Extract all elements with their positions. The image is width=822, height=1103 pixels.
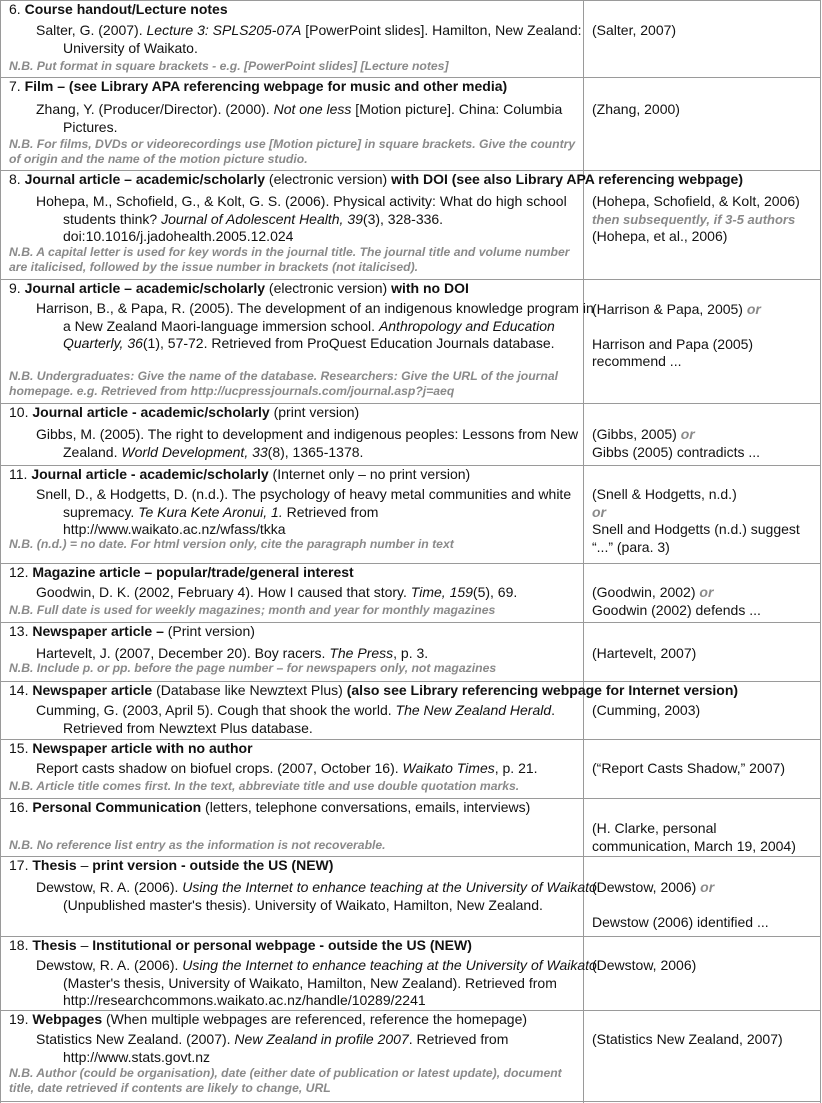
sections.4.head-run: Journal article - academic/scholarly — [32, 404, 270, 420]
sections.12.ref-run: Dewstow, R. A. (2006). — [36, 957, 183, 973]
sections.13.ref-run: New Zealand in profile 2007 — [234, 1031, 409, 1047]
reference-entry — [36, 426, 598, 461]
sections.13.head-run: Webpages — [32, 1011, 103, 1027]
sections.12.cite-run: (Dewstow, 2006) — [592, 957, 697, 973]
in-text-citation — [592, 957, 814, 975]
sections.0.ref-run: Lecture 3: SPLS205-07A — [146, 22, 302, 38]
section-heading — [9, 171, 743, 188]
sections.0.head-run: Course handout/Lecture notes — [24, 1, 228, 17]
sections.5.ref-run: Retrieved from http://www.waikato.ac.nz/wfass/tkka — [63, 503, 379, 537]
section-heading — [9, 623, 255, 640]
in-text-citation — [592, 193, 814, 246]
nb-note: N.B. (n.d.) = no date. For html version only, cite the paragraph number in text — [9, 537, 454, 551]
sections.3.head-run: Journal article – academic/scholarly — [24, 280, 266, 296]
section-number: 17. — [9, 857, 29, 873]
sections.7.head-run: (Print version) — [163, 623, 255, 639]
section-heading — [9, 280, 469, 297]
sections.11.ref-run: Dewstow, R. A. (2006). — [36, 879, 183, 895]
sections.10.head-run: Personal Communication — [32, 799, 202, 815]
section-number: 14. — [9, 682, 29, 698]
in-text-citation — [592, 486, 814, 556]
sections.9.ref-run: , p. 21. — [494, 760, 538, 776]
sections.8.cite-run: (Cumming, 2003) — [592, 702, 701, 718]
sections.2.head-run: with DOI (see also Library APA referencing webpage) — [391, 171, 743, 187]
in-text-citation — [592, 1031, 814, 1049]
section-number: 19. — [9, 1011, 29, 1027]
sections.5.ref-run: Snell, D., & Hodgetts, D. (n.d.). The psychology of heavy metal communities and white supremacy. — [36, 486, 572, 520]
sections.13.ref-run: Statistics New Zealand. (2007). — [36, 1031, 235, 1047]
sections.2.head-run: (electronic version) — [265, 171, 392, 187]
sections.12.head-run: – — [76, 937, 93, 953]
reference-entry — [36, 760, 598, 778]
sections.5.cite-run: (Snell & Hodgetts, n.d.) — [592, 486, 737, 502]
sections.11.cite-run: (Dewstow, 2006) — [592, 879, 701, 895]
reference-entry — [36, 22, 598, 57]
sections.7.ref-run: , p. 3. — [393, 645, 429, 661]
section-number: 15. — [9, 740, 29, 756]
sections.9.ref-run: Report casts shadow on biofuel crops. (2007, October 16). — [36, 760, 403, 776]
sections.8.ref-run: The New Zealand Herald — [395, 702, 552, 718]
sections.12.ref-run: Using the Internet to enhance teaching at the University of Waikato — [182, 957, 597, 973]
nb-note: N.B. No reference list entry as the information is not recoverable. — [9, 838, 386, 852]
sections.8.ref-run: Cumming, G. (2003, April 5). Cough that shook the world. — [36, 702, 396, 718]
sections.4.cite-run: (Gibbs, 2005) — [592, 426, 681, 442]
section-heading — [9, 78, 507, 95]
section-heading — [9, 937, 472, 954]
sections.11.cite-run: or — [700, 879, 715, 895]
sections.11.cite-run: Dewstow (2006) identified ... — [592, 913, 769, 930]
section-number: 6. — [9, 1, 21, 17]
sections.8.head-run: (Database like Newztext Plus) — [152, 682, 347, 698]
sections.5.head-run: (Internet only – no print version) — [268, 466, 471, 482]
sections.13.ref-run: . Retrieved from http://www.stats.govt.nz — [63, 1031, 509, 1065]
reference-entry — [36, 1031, 598, 1066]
sections.10.cite-run: (H. Clarke, personal communication, March 19, 2004) — [592, 820, 796, 854]
sections.3.cite-run: Harrison and Papa (2005) recommend ... — [592, 335, 754, 369]
sections.3.ref-run: (1), 57-72. Retrieved from ProQuest Education Journals database. — [142, 335, 555, 351]
reference-entry — [36, 645, 598, 663]
sections.3.ref-run: Anthropology and Education Quarterly, 36 — [63, 317, 555, 351]
sections.11.ref-run: (Unpublished master's thesis). University of Waikato, Hamilton, New Zealand. — [63, 896, 543, 913]
sections.13.cite-run: (Statistics New Zealand, 2007) — [592, 1031, 783, 1047]
sections.2.ref-run: (3), 328-336. doi:10.1016/j.jadohealth.2005.12.024 — [63, 210, 444, 244]
sections.11.head-run: Thesis — [32, 857, 77, 873]
section-number: 12. — [9, 564, 29, 580]
sections.3.cite-run: or — [746, 301, 761, 317]
in-text-citation — [592, 426, 814, 461]
section-number: 7. — [9, 78, 21, 94]
sections.7.ref-run: Hartevelt, J. (2007, December 20). Boy racers. — [36, 645, 330, 661]
section-number: 11. — [9, 466, 28, 482]
reference-entry — [36, 486, 598, 539]
nb-note: N.B. Put format in square brackets - e.g. [PowerPoint slides] [Lecture notes] — [9, 59, 449, 73]
nb-note: N.B. Author (could be organisation), date (either date of publication or latest update), document title, date retrieved if contents are likely to change, URL — [9, 1066, 562, 1095]
in-text-citation — [592, 760, 814, 778]
nb-note: N.B. For films, DVDs or videorecordings use [Motion picture] in square brackets. Give the country of origin and the name of the motion picture studio. — [9, 137, 576, 166]
section-number: 18. — [9, 937, 29, 953]
section-heading — [9, 404, 359, 421]
sections.1.ref-run: [Motion picture]. China: Columbia Pictures. — [63, 101, 563, 135]
sections.10.head-run: (letters, telephone conversations, emails, interviews) — [201, 799, 531, 815]
sections.9.cite-run: (“Report Casts Shadow,” 2007) — [592, 760, 785, 776]
section-heading — [9, 466, 470, 483]
sections.4.cite-run: or — [680, 426, 695, 442]
sections.11.ref-run: Using the Internet to enhance teaching at the University of Waikato — [182, 879, 597, 895]
sections.6.cite-run: or — [699, 584, 714, 600]
sections.4.head-run: (print version) — [269, 404, 360, 420]
sections.12.head-run: Thesis — [32, 937, 77, 953]
in-text-citation — [592, 702, 814, 720]
section-number: 9. — [9, 280, 21, 296]
section-heading — [9, 1, 228, 18]
sections.2.head-run: Journal article – academic/scholarly — [24, 171, 266, 187]
in-text-citation — [592, 584, 814, 619]
sections.0.ref-run: Salter, G. (2007). — [36, 22, 147, 38]
reference-entry — [36, 101, 598, 136]
sections.0.cite-run: (Salter, 2007) — [592, 22, 677, 38]
sections.4.ref-run: World Development, 33 — [121, 443, 268, 460]
sections.9.ref-run: Waikato Times — [402, 760, 495, 776]
in-text-citation — [592, 22, 814, 40]
nb-note: N.B. Full date is used for weekly magazines; month and year for monthly magazines — [9, 603, 496, 617]
sections.6.ref-run: Goodwin, D. K. (2002, February 4). How I caused that story. — [36, 584, 411, 600]
sections.5.head-run: Journal article - academic/scholarly — [31, 466, 269, 482]
in-text-citation — [592, 101, 814, 119]
sections.6.ref-run: Time, 159 — [410, 584, 473, 600]
sections.1.head-run: Film – (see Library APA referencing webpage for music and other media) — [24, 78, 508, 94]
sections.5.ref-run: Te Kura Kete Aronui, 1. — [138, 503, 283, 520]
sections.3.head-run: with no DOI — [391, 280, 469, 296]
section-heading — [9, 857, 333, 874]
sections.6.head-run: Magazine article – popular/trade/general interest — [32, 564, 354, 580]
sections.8.head-run: (also see Library referencing webpage for Internet version) — [346, 682, 739, 698]
sections.2.ref-run: Journal of Adolescent Health, 39 — [161, 210, 363, 227]
section-heading — [9, 682, 738, 699]
nb-note: N.B. Article title comes first. In the text, abbreviate title and use double quotation marks. — [9, 779, 520, 793]
sections.11.head-run: print version - outside the US (NEW) — [92, 857, 334, 873]
sections.3.head-run: (electronic version) — [265, 280, 392, 296]
sections.13.head-run: (When multiple webpages are referenced, reference the homepage) — [102, 1011, 528, 1027]
reference-entry — [36, 702, 598, 737]
sections.6.cite-run: Goodwin (2002) defends ... — [592, 601, 761, 618]
sections.2.cite-run: then subsequently, if 3-5 authors — [592, 211, 796, 227]
sections.12.head-run: Institutional or personal webpage - outside the US (NEW) — [92, 937, 472, 953]
section-heading — [9, 740, 253, 757]
reference-entry — [36, 957, 598, 1010]
reference-entry — [36, 879, 598, 914]
section-number: 8. — [9, 171, 21, 187]
sections.7.cite-run: (Hartevelt, 2007) — [592, 645, 697, 661]
sections.6.cite-run: (Goodwin, 2002) — [592, 584, 700, 600]
sections.5.cite-run: or — [592, 503, 606, 520]
reference-entry — [36, 300, 598, 353]
sections.7.ref-run: The Press — [329, 645, 394, 661]
sections.12.ref-run: (Master's thesis, University of Waikato, Hamilton, New Zealand). Retrieved from http://researchcommons.waikato.ac.nz/handle/10289/2241 — [63, 974, 557, 1008]
sections.3.ref-run: Harrison, B., & Papa, R. (2005). The development of an indigenous knowledge program in a New Zealand Maori-language immersion school. — [36, 300, 594, 334]
sections.2.cite-run: (Hohepa, Schofield, & Kolt, 2006) — [592, 193, 800, 209]
sections.4.ref-run: Gibbs, M. (2005). The right to development and indigenous peoples: Lessons from New Zealand. — [36, 426, 579, 460]
sections.1.cite-run: (Zhang, 2000) — [592, 101, 680, 117]
section-heading — [9, 564, 354, 581]
nb-note: N.B. Include p. or pp. before the page number – for newspapers only, not magazines — [9, 661, 497, 675]
sections.2.cite-run: (Hohepa, et al., 2006) — [592, 228, 728, 244]
sections.8.head-run: Newspaper article — [32, 682, 153, 698]
section-heading — [9, 799, 530, 816]
in-text-citation — [592, 645, 814, 663]
reference-entry — [36, 584, 598, 602]
sections.5.cite-run: Snell and Hodgetts (n.d.) suggest “...” (para. 3) — [592, 521, 800, 555]
sections.3.cite-run: (Harrison & Papa, 2005) — [592, 301, 747, 317]
sections.7.head-run: Newspaper article – — [32, 623, 164, 639]
sections.11.head-run: – — [76, 857, 93, 873]
sections.1.ref-run: Not one less — [273, 101, 352, 117]
section-number: 10. — [9, 404, 29, 420]
sections.1.ref-run: Zhang, Y. (Producer/Director). (2000). — [36, 101, 274, 117]
sections.4.ref-run: (8), 1365-1378. — [267, 443, 364, 460]
nb-note: N.B. Undergraduates: Give the name of the database. Researchers: Give the URL of the journal homepage. e.g. Retrieved from http://ucpressjournals.com/journal.asp?j=aeq — [9, 369, 559, 398]
reference-entry — [36, 193, 598, 246]
section-heading — [9, 1011, 527, 1028]
sections.4.cite-run: Gibbs (2005) contradicts ... — [592, 443, 761, 460]
sections.9.head-run: Newspaper article with no author — [32, 740, 253, 756]
sections.0.ref-run: [PowerPoint slides]. Hamilton, New Zealand: University of Waikato. — [63, 22, 582, 56]
nb-note: N.B. A capital letter is used for key words in the journal title. The journal title and volume number are italicised, followed by the issue number in brackets (not italicised). — [9, 245, 570, 274]
in-text-citation — [592, 820, 814, 855]
sections.6.ref-run: (5), 69. — [472, 584, 518, 600]
section-number: 16. — [9, 799, 29, 815]
sections.8.ref-run: . Retrieved from Newztext Plus database. — [63, 702, 556, 736]
sections.2.ref-run: Hohepa, M., Schofield, G., & Kolt, G. S. (2006). Physical activity: What do high school students think? — [36, 193, 567, 227]
section-number: 13. — [9, 623, 29, 639]
in-text-citation — [592, 879, 814, 931]
in-text-citation — [592, 301, 814, 371]
